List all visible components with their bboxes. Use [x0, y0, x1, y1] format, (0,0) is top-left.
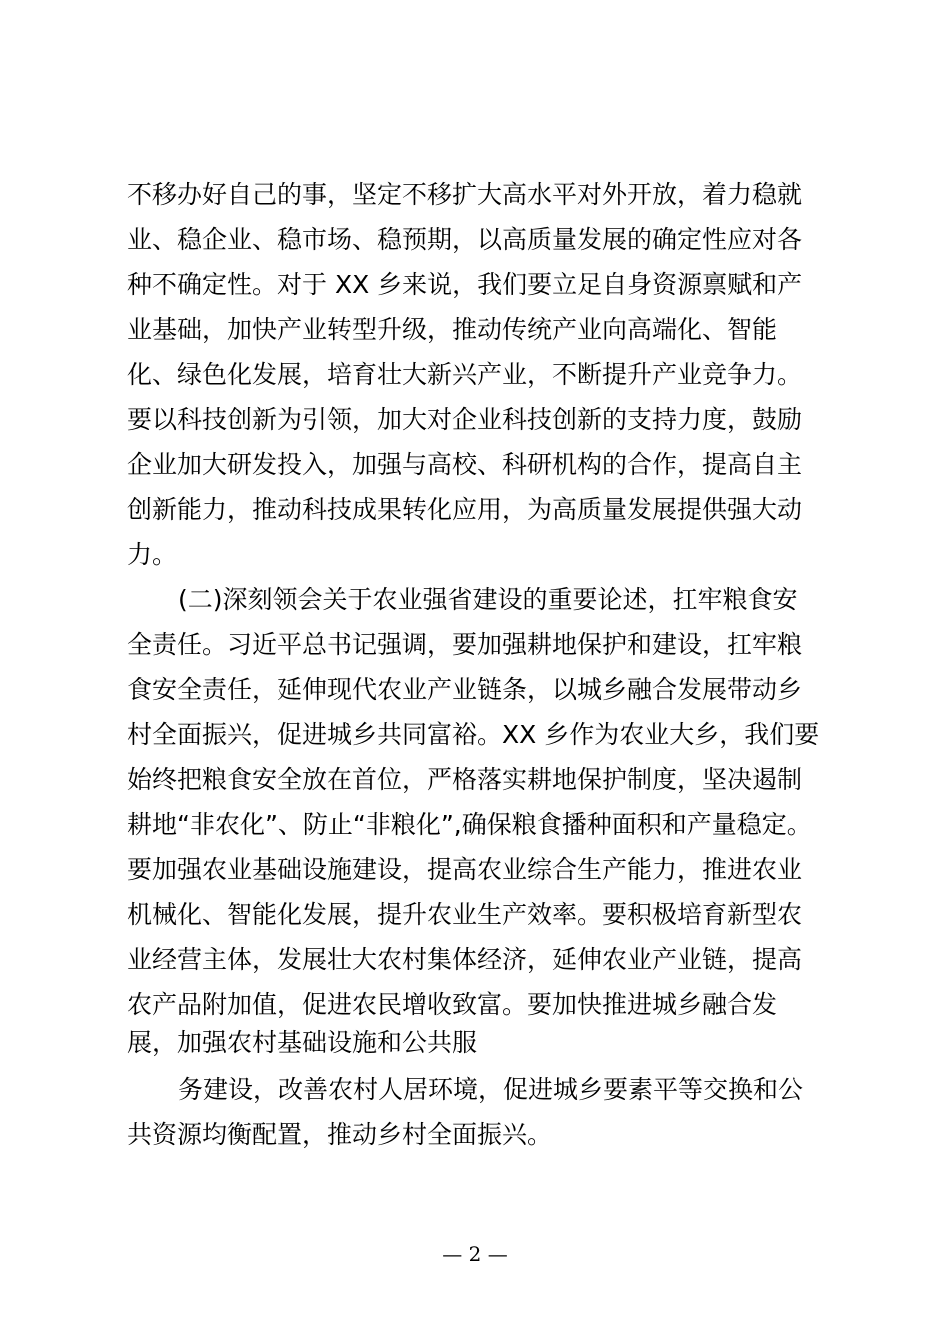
- text-line: 业、稳企业、稳市场、稳预期，以高质量发展的确定性应对各: [127, 225, 803, 254]
- text-line: 创新能力，推动科技成果转化应用，为高质量发展提供强大动: [127, 495, 803, 524]
- text-line: 力。: [127, 540, 178, 569]
- text-line: 始终把粮食安全放在首位，严格落实耕地保护制度，坚决遏制: [127, 765, 803, 794]
- text-line: 机械化、智能化发展，提升农业生产效率。要积极培育新型农: [127, 900, 803, 929]
- text-line: 耕地“非农化”、防止“非粮化”,确保粮食播种面积和产量稳定。: [127, 810, 812, 839]
- text-line: 全责任。习近平总书记强调，要加强耕地保护和建设，扛牢粮: [127, 630, 803, 659]
- text-line: 共资源均衡配置，推动乡村全面振兴。: [127, 1120, 553, 1149]
- text-line: 业基础，加快产业转型升级，推动传统产业向高端化、智能: [127, 315, 778, 344]
- text-line: 不移办好自己的事，坚定不移扩大高水平对外开放，着力稳就: [127, 180, 803, 209]
- text-line: 企业加大研发投入，加强与高校、科研机构的合作，提高自主: [127, 450, 803, 479]
- text-line: 展，加强农村基础设施和公共服: [127, 1028, 478, 1057]
- text-line: 要加强农业基础设施建设，提高农业综合生产能力，推进农业: [127, 855, 803, 884]
- section-heading-line: (二)深刻领会关于农业强省建设的重要论述，扛牢粮食安: [178, 585, 798, 614]
- text-line: 业经营主体，发展壮大农村集体经济，延伸农业产业链，提高: [127, 945, 803, 974]
- text-line: 村全面振兴，促进城乡共同富裕。XX 乡作为农业大乡，我们要: [127, 720, 820, 749]
- text-line: 务建设，改善农村人居环境，促进城乡要素平等交换和公: [178, 1075, 804, 1104]
- text-line: 农产品附加值，促进农民增收致富。要加快推进城乡融合发: [127, 990, 778, 1019]
- text-line: 种不确定性。对于 XX 乡来说，我们要立足自身资源禀赋和产: [127, 270, 803, 299]
- page-number: — 2 —: [442, 1242, 508, 1266]
- text-line: 食安全责任，延伸现代农业产业链条，以城乡融合发展带动乡: [127, 675, 803, 704]
- text-line: 要以科技创新为引领，加大对企业科技创新的支持力度，鼓励: [127, 405, 803, 434]
- text-line: 化、绿色化发展，培育壮大新兴产业，不断提升产业竞争力。: [127, 360, 803, 389]
